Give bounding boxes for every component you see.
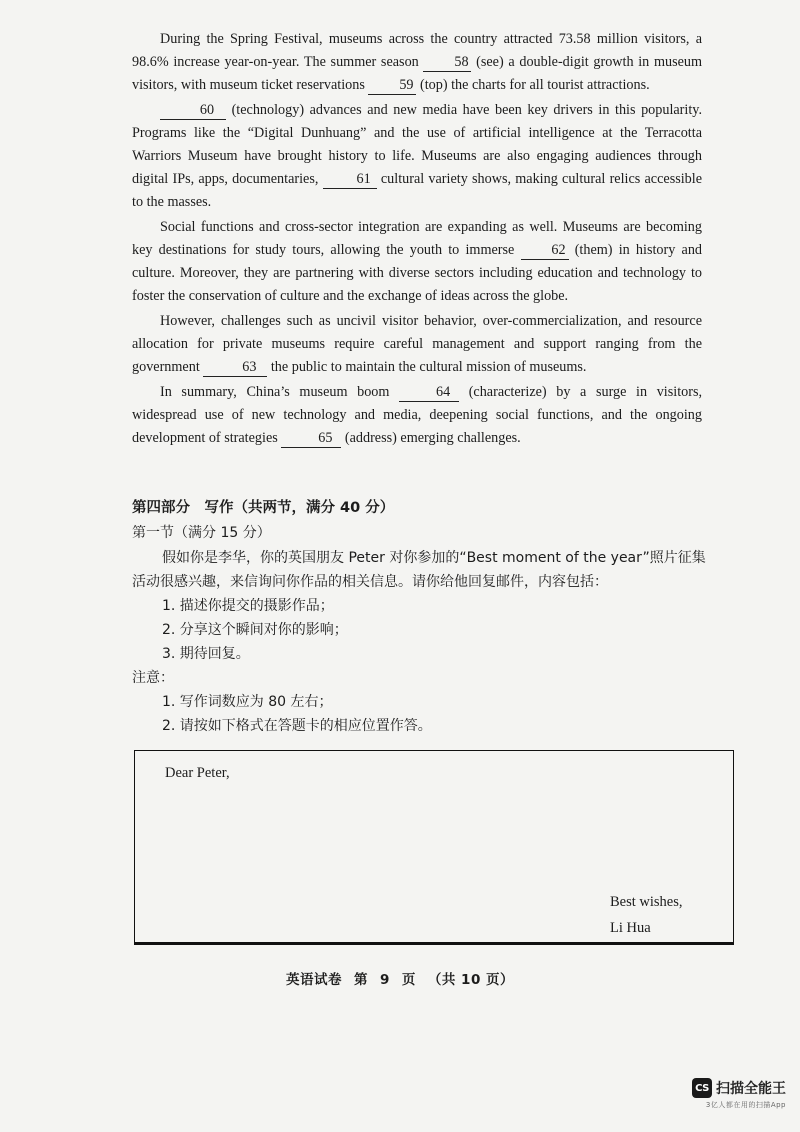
page-number: 9 — [379, 972, 390, 988]
camscanner-logo-icon: CS — [692, 1078, 712, 1098]
notes-heading: 注意： — [132, 670, 174, 686]
blank-63: 63 — [203, 358, 267, 377]
section-title: 第四部分 写作（共两节，满分 40 分） — [132, 500, 395, 516]
page-prefix: 第 — [353, 972, 368, 988]
blank-64: 64 — [399, 383, 459, 402]
signature-name: Li Hua — [610, 920, 651, 936]
watermark-app-name: 扫描全能王 — [716, 1081, 786, 1097]
reading-passage — [132, 28, 702, 452]
paragraph-1: During the Spring Festival, museums across the country attracted 73.58 million visitors, a 98.6% increase year-on-year. The summer season 58 (see) a double-digit growth in museum visitors, with museum ticket reservations 59 (top) the charts for all tourist attractions. — [132, 31, 703, 93]
blank-60: 60 — [160, 101, 226, 120]
note-item: 1. 写作词数应为 80 左右； — [162, 694, 333, 710]
blank-59: 59 — [368, 76, 416, 95]
page-suffix: 页 — [401, 972, 416, 988]
watermark-tagline: 3亿人都在用的扫描App — [705, 1101, 786, 1109]
paragraph-5: In summary, China’s museum boom 64 (characterize) by a surge in visitors, widespread use of new technology and media, deepening social functions, and the ongoing development of strategies 65 (address) emerging challenges. — [132, 384, 703, 446]
closing-phrase: Best wishes, — [610, 894, 683, 910]
page-total: （共 10 页） — [427, 972, 515, 988]
task-list — [162, 594, 742, 666]
task-item: 3. 期待回复。 — [162, 646, 250, 662]
blank-62: 62 — [521, 241, 569, 260]
blank-58: 58 — [423, 53, 471, 72]
task-item: 2. 分享这个瞬间对你的影响； — [162, 622, 348, 638]
note-item: 2. 请按如下格式在答题卡的相应位置作答。 — [162, 718, 432, 734]
letter-closing — [610, 889, 683, 941]
paragraph-4: However, challenges such as uncivil visitor behavior, over-commercialization, and resource allocation for private museums require careful management and support ranging from the government 63 the public to maintain the cultural mission of museums. — [132, 313, 702, 375]
footer-label: 英语试卷 — [285, 972, 342, 988]
blank-65: 65 — [281, 429, 341, 448]
letter-answer-box — [134, 750, 734, 945]
writing-prompt: 假如你是李华，你的英国朋友 Peter 对你参加的“Best moment of the year”照片征集活动很感兴趣，来信询问你作品的相关信息。请你给他回复邮件，内容包括： — [132, 550, 706, 590]
paragraph-2: 60 (technology) advances and new media have been key drivers in this popularity. Programs like the “Digital Dunhuang” and the use of artificial intelligence at the Terracotta Warriors Museum have brought history to life. Museums are also engaging audiences through digital IPs, apps, documentaries, 61 cultural variety shows, making cultural relics accessible to the masses. — [132, 102, 703, 210]
notes-list — [162, 690, 742, 738]
page-footer — [0, 968, 800, 988]
blank-61: 61 — [323, 170, 377, 189]
paragraph-3: Social functions and cross-sector integration are expanding as well. Museums are becoming key destinations for study tours, allowing the youth to immerse 62 (them) in history and culture. Moreover, they are partnering with diverse sectors including education and technology to foster the conservation of culture and the exchange of ideas across the globe. — [132, 219, 703, 304]
task-item: 1. 描述你提交的摄影作品； — [162, 598, 334, 614]
scanner-watermark — [692, 1078, 786, 1110]
sub-section-title: 第一节（满分 15 分） — [132, 525, 271, 541]
letter-greeting: Dear Peter, — [165, 765, 230, 781]
